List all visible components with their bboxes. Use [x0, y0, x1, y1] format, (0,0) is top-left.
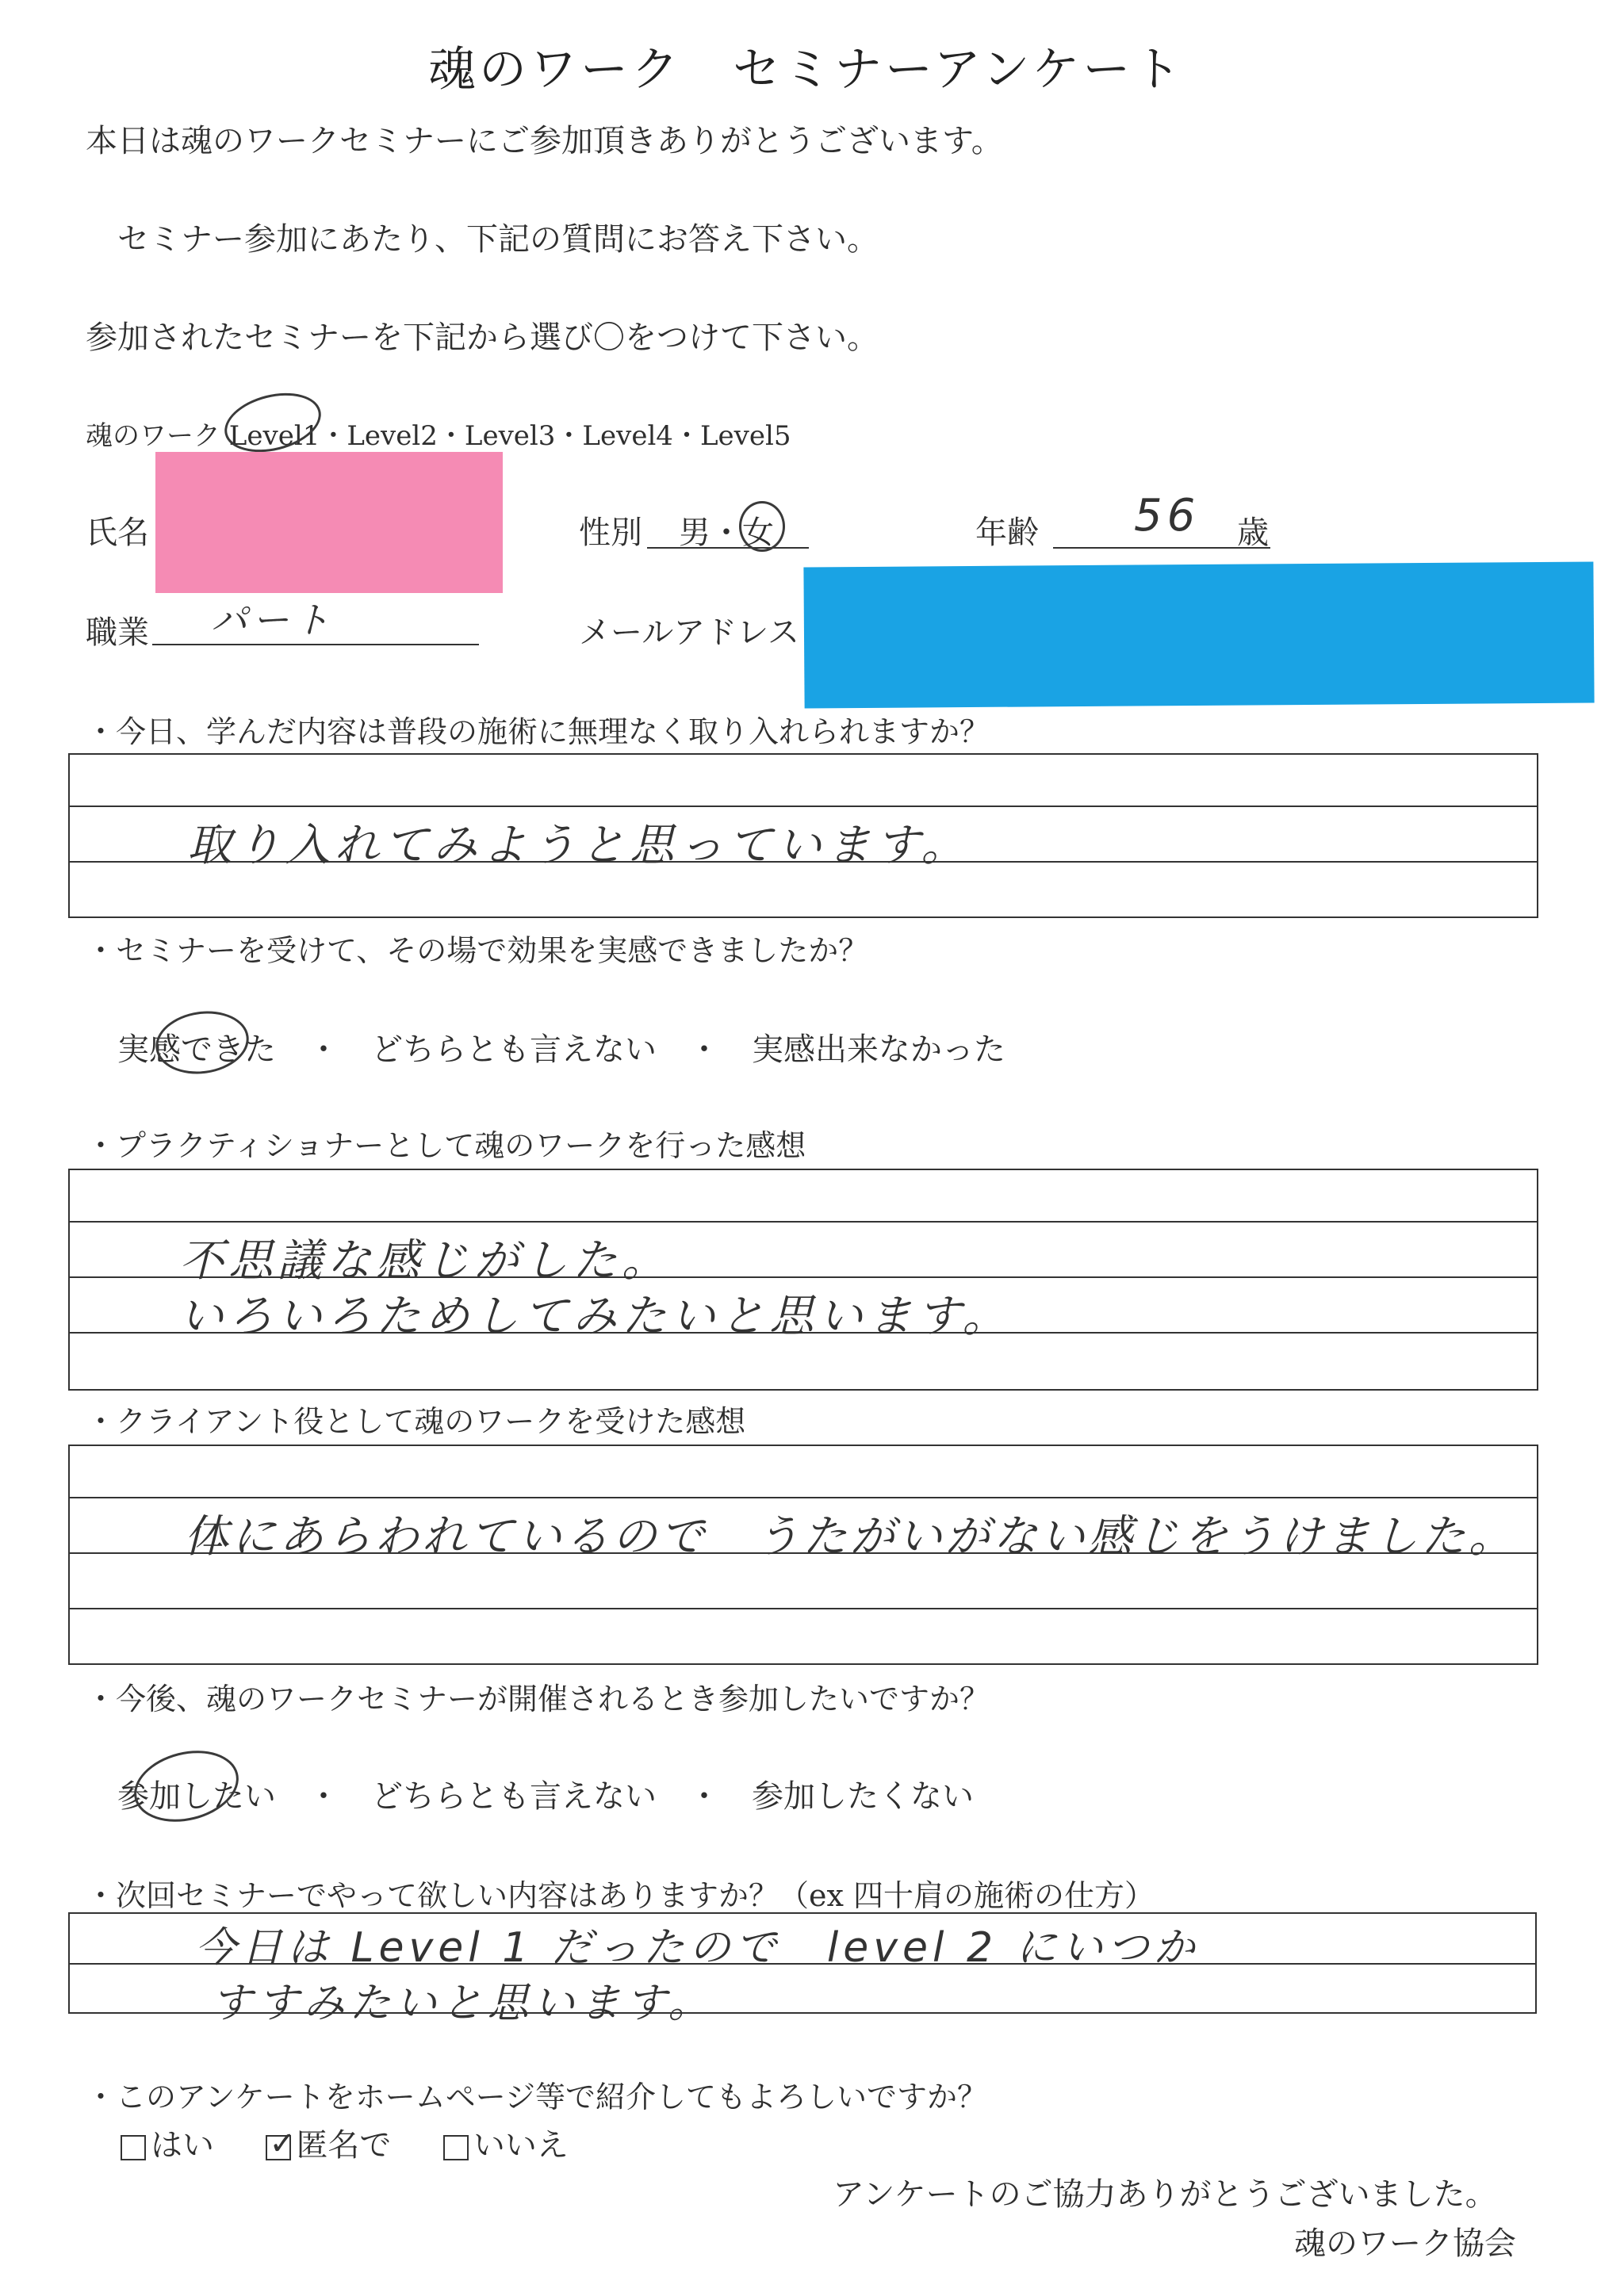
redaction-sticker-email — [803, 562, 1594, 709]
q2-question: ・セミナーを受けて、その場で効果を実感できましたか？ — [86, 933, 869, 968]
q3-question: ・プラクティショナーとして魂のワークを行った感想 — [86, 1128, 806, 1163]
age-unit: 歳 — [1237, 515, 1269, 551]
age-value: 56 — [1134, 490, 1201, 541]
q1-question: ・今日、学んだ内容は普段の施術に無理なく取り入れられますか？ — [86, 714, 990, 749]
opt-yes-label: はい — [151, 2127, 214, 2164]
opt-anon-label: 匿名で — [296, 2127, 392, 2164]
q6-answer-line-2: すすみたいと思います。 — [211, 1980, 714, 2027]
gender-options: 男・女 — [679, 515, 774, 551]
q5-selection-circle — [127, 1740, 247, 1832]
q7-options — [121, 2120, 569, 2165]
opt-no-label: いいえ — [473, 2127, 569, 2164]
level-options: 魂のワーク Level1・Level2・Level3・Level4・Level5 — [86, 420, 791, 452]
q2-options: 実感できた ・ どちらとも言えない ・ 実感出来なかった — [117, 1031, 1005, 1068]
checkbox-yes[interactable] — [121, 2135, 146, 2160]
email-label: メールアドレス — [579, 614, 799, 651]
gender-circle — [739, 501, 785, 552]
q1-answer: 取り入れてみようと思っています。 — [187, 820, 971, 871]
redaction-sticker-name — [155, 452, 503, 593]
intro-line-1: 本日は魂のワークセミナーにご参加頂きありがとうございます。 — [86, 123, 1003, 159]
checkbox-anonymous[interactable] — [266, 2126, 296, 2162]
check-mark-icon: ✓ — [269, 2126, 296, 2162]
q4-question: ・クライアント役として魂のワークを受けた感想 — [86, 1404, 746, 1439]
gender-underline — [647, 547, 809, 549]
organization-name: 魂のワーク協会 — [1294, 2225, 1516, 2262]
q3-answer-line-2: いろいろためしてみたいと思います。 — [179, 1291, 1012, 1342]
q6-answer-line-1: 今日は Level 1 だったので level 2 にいつか — [195, 1924, 1200, 1972]
age-underline — [1053, 547, 1270, 549]
q5-options: 参加したい ・ どちらとも言えない ・ 参加したくない — [117, 1778, 974, 1815]
job-value: パート — [211, 599, 335, 641]
q6-question: ・次回セミナーでやって欲しい内容はありますか？（ex 四十肩の施術の仕方） — [86, 1878, 1155, 1913]
age-label: 年齢 — [975, 515, 1039, 551]
q4-answer: 体にあらわれているので うたがいがない感じをうけました。 — [184, 1511, 1516, 1563]
q5-question: ・今後、魂のワークセミナーが開催されるとき参加したいですか？ — [86, 1682, 990, 1716]
name-label: 氏名 — [86, 515, 149, 551]
intro-line-2: セミナー参加にあたり、下記の質問にお答え下さい。 — [117, 221, 879, 258]
gender-label: 性別 — [579, 515, 642, 551]
q3-answer-line-1: 不思議な感じがした。 — [179, 1235, 671, 1287]
job-label: 職業 — [86, 614, 149, 651]
checkbox-no[interactable] — [443, 2135, 469, 2160]
thanks-text: アンケートのご協力ありがとうございました。 — [833, 2176, 1497, 2213]
q7-question: ・このアンケートをホームページ等で紹介してもよろしいですか？ — [86, 2080, 987, 2114]
intro-line-3: 参加されたセミナーを下記から選び〇をつけて下さい。 — [86, 320, 879, 356]
form-title: 魂のワーク セミナーアンケート — [428, 42, 1185, 98]
job-underline — [152, 644, 479, 645]
